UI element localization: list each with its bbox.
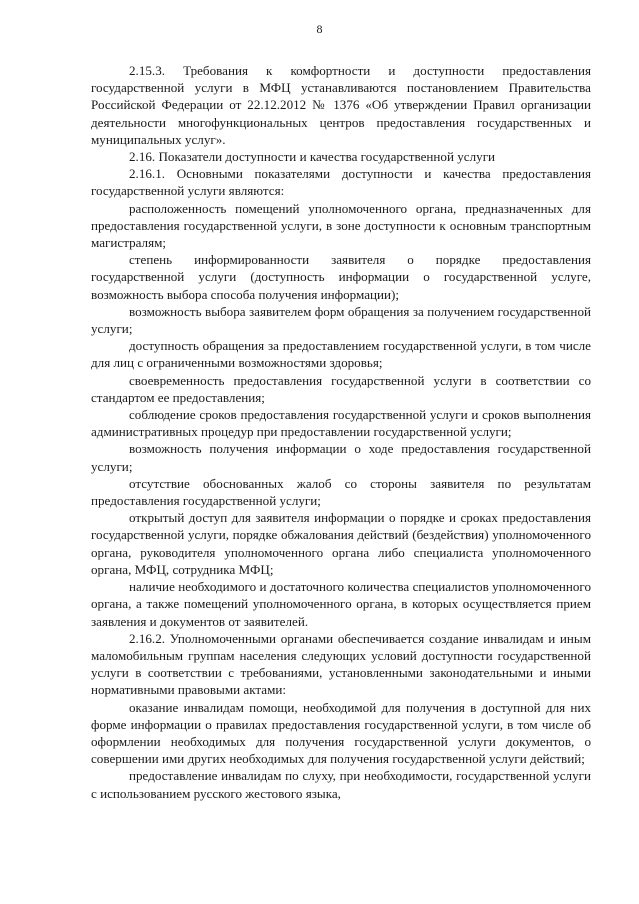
list-item: наличие необходимого и достаточного количества специалистов уполномоченного органа, а также помещений уполномоченного органа, в которых осуществляется прием заявления и документов от заявителей. [91,579,591,629]
list-item: своевременность предоставления государственной услуги в соответствии со стандартом ее предоставления; [91,372,591,405]
section-heading-2-16: 2.16. Показатели доступности и качества государственной услуги [129,149,496,165]
list-item: расположенность помещений уполномоченного органа, предназначенных для предоставления государственной услуги, в зоне доступности к основным транспортным магистралям; [91,200,591,251]
page-number: 8 [316,22,323,36]
list-item: возможность получения информации о ходе предоставления государственной услуги; [91,441,591,474]
list-item: открытый доступ для заявителя информации о порядке и сроках предоставления государственной услуги, порядке обжалования действий (бездействия) уполномоченного органа, руководителя уполномоченного органа либо специалиста уполномоченного органа, МФЦ, сотрудника МФЦ; [91,510,591,577]
list-item: отсутствие обоснованных жалоб со стороны заявителя по результатам предоставления государственной услуги; [91,475,591,509]
paragraph-2-16-1: 2.16.1. Основными показателями доступности и качества предоставления государственной услуги являются: [91,166,591,199]
document-body [91,62,591,802]
list-item: оказание инвалидам помощи, необходимой для получения в доступной для них форме информации о правилах предоставления государственной услуги, в том числе об оформлении необходимых для получения государственной услуги документов, о совершении ими других необходимых для получения государственной услуги действий; [91,699,591,767]
paragraph-2-16-2: 2.16.2. Уполномоченными органами обеспечивается создание инвалидам и иным маломобильным группам населения следующих условий доступности государственной услуги в соответствии с требованиями, установленными законодательными и иными нормативными правовыми актами: [91,630,591,698]
list-item: предоставление инвалидам по слуху, при необходимости, государственной услуги с использованием русского жестового языка, [91,768,591,801]
list-item: возможность выбора заявителем форм обращения за получением государственной услуги; [91,303,591,337]
list-item: степень информированности заявителя о порядке предоставления государственной услуги (доступность информации о государственной услуге, возможность выбора способа получения информации); [91,252,591,302]
paragraph-2-15-3: 2.15.3. Требования к комфортности и доступности предоставления государственной услуги в МФЦ устанавливаются постановлением Правительства Российской Федерации от 22.12.2012 № 1376 «Об утверждении Правил организации деятельности многофункциональных центров предоставления государственных и муниципальных услуг». [91,63,591,147]
list-item: соблюдение сроков предоставления государственной услуги и сроков выполнения административных процедур при предоставлении государственной услуги; [91,407,591,440]
list-item: доступность обращения за предоставлением государственной услуги, в том числе для лиц с ограниченными возможностями здоровья; [91,338,591,371]
